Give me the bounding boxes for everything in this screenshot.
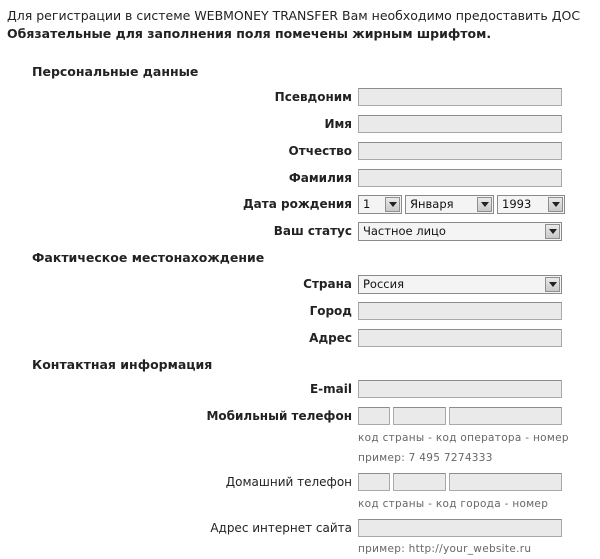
nickname-label: Псевдоним <box>274 90 352 104</box>
first-name-input[interactable] <box>358 115 562 133</box>
birth-month-select[interactable] <box>405 195 494 214</box>
intro-line-1: Для регистрации в системе WEBMONEY TRANSFER Вам необходимо предоставить ДОС <box>7 8 581 23</box>
home-city-code-input[interactable] <box>393 473 446 491</box>
email-input[interactable] <box>358 380 562 398</box>
row-home-phone <box>0 473 600 493</box>
website-label: Адрес интернет сайта <box>210 521 352 535</box>
status-value: Частное лицо <box>363 224 446 238</box>
birth-month-value: Января <box>410 197 454 211</box>
home-country-code-input[interactable] <box>358 473 390 491</box>
website-example-hint: пример: http://your_website.ru <box>358 543 532 555</box>
mobile-operator-code-input[interactable] <box>393 407 446 425</box>
chevron-down-icon <box>385 197 400 212</box>
row-last-name <box>0 169 600 189</box>
row-first-name <box>0 115 600 135</box>
last-name-label: Фамилия <box>288 171 352 185</box>
row-status <box>0 222 600 242</box>
home-number-input[interactable] <box>449 473 562 491</box>
email-label: E-mail <box>309 382 352 396</box>
chevron-down-icon <box>545 277 560 292</box>
country-value: Россия <box>363 277 405 291</box>
birth-year-value: 1993 <box>502 197 532 211</box>
section-title-location: Фактическое местонахождение <box>32 250 265 265</box>
country-label: Страна <box>303 277 352 291</box>
row-email <box>0 380 600 400</box>
first-name-label: Имя <box>324 117 352 131</box>
intro-text <box>7 7 600 43</box>
patronymic-input[interactable] <box>358 142 562 160</box>
country-select[interactable] <box>358 275 562 294</box>
status-label: Ваш статус <box>273 224 352 238</box>
section-title-personal: Персональные данные <box>32 64 199 79</box>
chevron-down-icon <box>545 224 560 239</box>
website-input[interactable] <box>358 519 562 537</box>
mobile-phone-format-hint: код страны - код оператора - номер <box>358 432 569 444</box>
mobile-phone-label: Мобильный телефон <box>206 409 352 423</box>
chevron-down-icon <box>548 197 563 212</box>
row-website <box>0 519 600 539</box>
row-address <box>0 329 600 349</box>
last-name-input[interactable] <box>358 169 562 187</box>
birth-year-select[interactable] <box>497 195 565 214</box>
intro-line-2-required-note: Обязательные для заполнения поля помечены жирным шрифтом. <box>7 26 492 41</box>
mobile-country-code-input[interactable] <box>358 407 390 425</box>
city-label: Город <box>309 304 352 318</box>
birth-day-value: 1 <box>363 197 371 211</box>
row-city <box>0 302 600 322</box>
row-patronymic <box>0 142 600 162</box>
section-title-contact: Контактная информация <box>32 357 213 372</box>
birth-date-label: Дата рождения <box>242 197 352 211</box>
status-select[interactable] <box>358 222 562 241</box>
birth-day-select[interactable] <box>358 195 402 214</box>
patronymic-label: Отчество <box>288 144 352 158</box>
mobile-phone-example-hint: пример: 7 495 7274333 <box>358 452 493 464</box>
home-phone-format-hint: код страны - код города - номер <box>358 498 549 510</box>
city-input[interactable] <box>358 302 562 320</box>
chevron-down-icon <box>477 197 492 212</box>
row-country <box>0 275 600 295</box>
row-birth-date <box>0 195 600 215</box>
row-mobile-phone <box>0 407 600 427</box>
nickname-input[interactable] <box>358 88 562 106</box>
address-label: Адрес <box>309 331 352 345</box>
row-nickname <box>0 88 600 108</box>
mobile-number-input[interactable] <box>449 407 562 425</box>
address-input[interactable] <box>358 329 562 347</box>
home-phone-label: Домашний телефон <box>225 475 352 489</box>
